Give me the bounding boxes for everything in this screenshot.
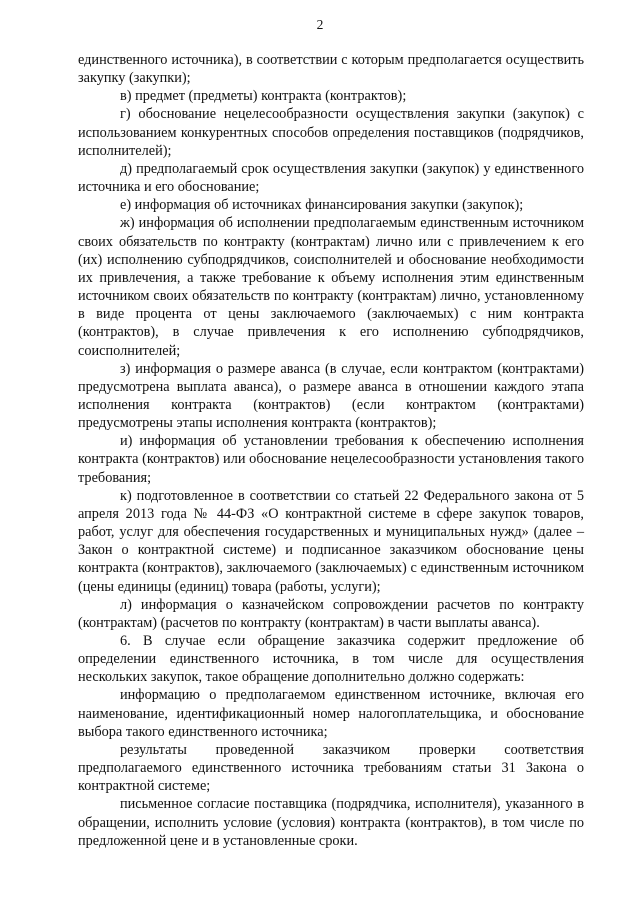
paragraph-section-6: 6. В случае если обращение заказчика содержит предложение об определении единственного источника, в том числе для осуществления нескольких закупок, такое обращение дополнительно должно содержать: xyxy=(78,633,584,686)
paragraph-item-i: и) информация об установлении требования к обеспечению исполнения контракта (контрактов) или обоснование нецелесообразности установления такого требования; xyxy=(78,433,584,486)
paragraph-item-z: з) информация о размере аванса (в случае, если контрактом (контрактами) предусмотрена выплата аванса), о размере аванса в отношении каждого этапа исполнения контракта (контрактов) (если контрактом (контрактами) предусмотрены этапы исполнения контракта (контрактов); xyxy=(78,360,584,432)
paragraph-item-v: в) предмет (предметы) контракта (контрактов); xyxy=(120,88,407,105)
paragraph-item-e: е) информация об источниках финансирования закупки (закупок); xyxy=(120,197,524,214)
paragraph-item-zh: ж) информация об исполнении предполагаемым единственным источником своих обязательств по контракту (контрактам) лично или с привлечением к его (их) исполнению субподрядчиков, соисполнителей и обоснование необходимости их привлечения, а также требование к объему исполнения этим единственным источником своих обязательств по контракту (контрактам) лично, установленному в виде процента от цены заключаемого (заключаемых) с ним контракта (контрактов), в случае привлечения к его исполнению субподрядчиков, соисполнителей; xyxy=(78,215,584,359)
paragraph-item-d: д) предполагаемый срок осуществления закупки (закупок) у единственного источника и его обоснование; xyxy=(78,160,584,196)
paragraph-written-consent: письменное согласие поставщика (подрядчика, исполнителя), указанного в обращении, исполнить условие (условия) контракта (контрактов), в том числе по предложенной цене и в установленные сроки. xyxy=(78,796,584,849)
paragraph-supplier-info: информацию о предполагаемом единственном источнике, включая его наименование, идентификационный номер налогоплательщика, и обоснование выбора такого единственного источника; xyxy=(78,687,584,740)
page-number: 2 xyxy=(316,17,324,32)
paragraph-item-l: л) информация о казначейском сопровождении расчетов по контракту (контрактам) (расчетов по контракту (контрактам) в части выплаты аванса). xyxy=(78,596,584,631)
paragraph-item-g: г) обоснование нецелесообразности осуществления закупки (закупок) с использованием конкурентных способов определения поставщиков (подрядчиков, исполнителей); xyxy=(78,106,584,159)
paragraph-verification-results: результаты проведенной заказчиком проверки соответствия предполагаемого единственного источника требованиям статьи 31 Закона о контрактной системе; xyxy=(78,741,584,795)
document-body xyxy=(78,51,584,850)
paragraph-item-k: к) подготовленное в соответствии со статьей 22 Федерального закона от 5 апреля 2013 года № 44-ФЗ «О контрактной системе в сфере закупок товаров, работ, услуг для обеспечения государственных и муниципальных нужд» (далее – Закон о контрактной системе) и подписанное заказчиком обоснование цены контракта (контрактов), заключаемого (заключаемых) с единственным источником (цены единицы (единиц) товара (работы, услуги); xyxy=(78,487,584,595)
paragraph-continuation: единственного источника), в соответствии с которым предполагается осуществить закупку (закупки); xyxy=(78,52,584,87)
